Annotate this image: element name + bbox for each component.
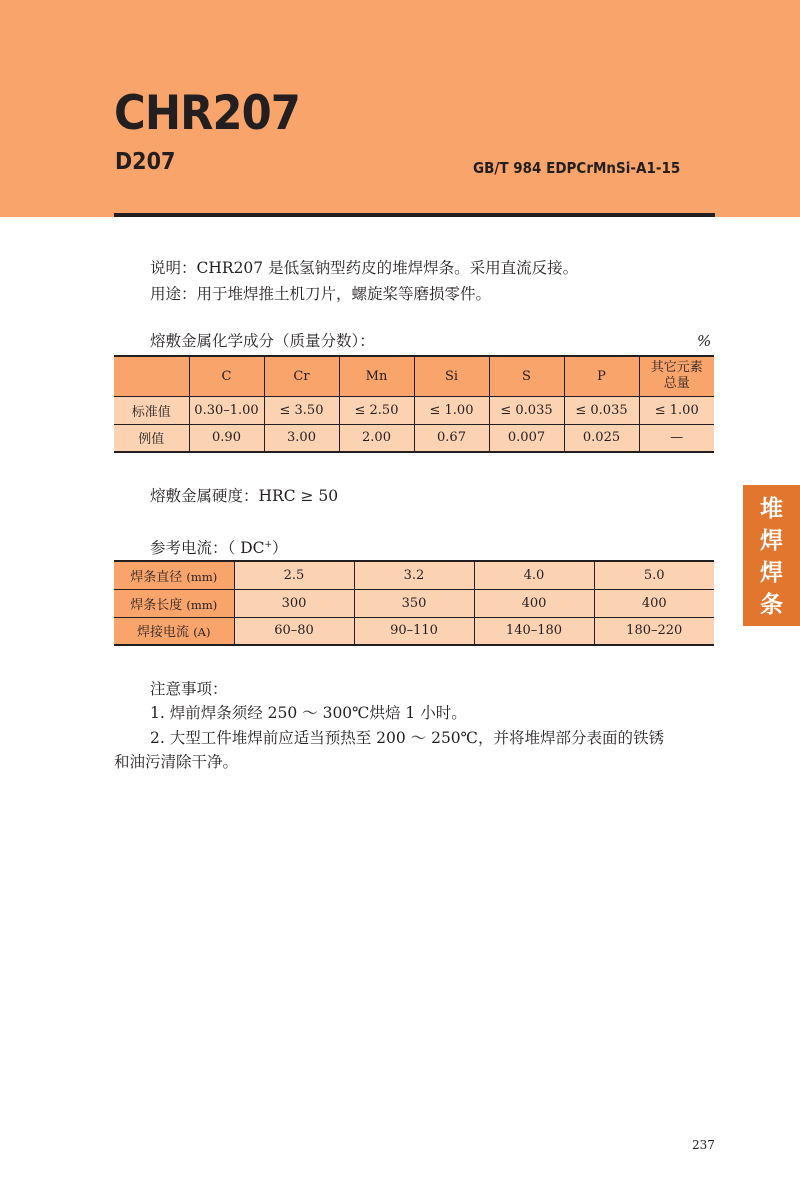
table-cell: 4.0 (474, 561, 594, 589)
composition-header-other-line1: 其它元素 (650, 360, 703, 376)
row-label (114, 589, 234, 617)
composition-title: 熔敷金属化学成分（质量分数）： (150, 332, 375, 350)
row-label-text: 焊接电流 (137, 625, 190, 641)
notes-item: 2. 大型工件堆焊前应适当预热至 200 ～ 250℃，并将堆焊部分表面的铁锈 (150, 729, 665, 747)
composition-header-cell: P (564, 356, 639, 396)
description-label: 说明： (150, 259, 197, 277)
table-cell: 5.0 (594, 561, 714, 589)
table-cell: — (639, 424, 714, 452)
table-cell: 0.30–1.00 (189, 396, 264, 424)
composition-header-cell: Cr (264, 356, 339, 396)
composition-header-cell: C (189, 356, 264, 396)
table-cell: 400 (594, 589, 714, 617)
current-table (114, 560, 714, 646)
row-label-text: 焊条长度 (130, 597, 183, 613)
table-cell: 0.025 (564, 424, 639, 452)
header-rule (114, 213, 715, 217)
usage-paragraph (150, 282, 491, 306)
table-cell: 2.00 (339, 424, 414, 452)
table-cell: 2.5 (234, 561, 354, 589)
row-label-unit: (mm) (186, 597, 218, 612)
table-cell: 180–220 (594, 617, 714, 645)
usage-text: 用于堆焊推土机刀片，螺旋桨等磨损零件。 (196, 285, 492, 303)
table-cell: 0.90 (189, 424, 264, 452)
side-tab-char: 条 (760, 592, 783, 618)
table-cell: 140–180 (474, 617, 594, 645)
table-cell: 300 (234, 589, 354, 617)
table-cell: 90–110 (354, 617, 474, 645)
standard-code: GB/T 984 EDPCrMnSi-A1-15 (472, 159, 680, 177)
table-cell: 3.2 (354, 561, 474, 589)
notes-item: 1. 焊前焊条须经 250 ～ 300℃烘焙 1 小时。 (150, 704, 467, 722)
table-row (114, 617, 714, 645)
side-tab-char: 焊 (760, 560, 783, 586)
side-tab (743, 485, 800, 626)
product-title: CHR207 (114, 86, 300, 141)
product-subtitle: D207 (115, 149, 176, 175)
description-paragraph (150, 256, 578, 280)
composition-header-cell: Si (414, 356, 489, 396)
table-cell: 3.00 (264, 424, 339, 452)
table-row (114, 424, 714, 452)
current-title (150, 533, 288, 560)
row-label-unit: (A) (193, 625, 211, 640)
hardness-paragraph (150, 484, 338, 508)
table-cell: ≤ 2.50 (339, 396, 414, 424)
polarity-text: （ DC (227, 539, 265, 558)
table-cell: ≤ 0.035 (489, 396, 564, 424)
composition-table (114, 355, 714, 453)
side-tab-char: 堆 (760, 496, 783, 522)
row-label (114, 617, 234, 645)
table-cell: 0.007 (489, 424, 564, 452)
current-polarity (228, 539, 288, 557)
notes-item-continuation: 和油污清除干净。 (114, 753, 239, 771)
table-cell: ≤ 3.50 (264, 396, 339, 424)
table-cell: 60–80 (234, 617, 354, 645)
side-tab-char: 焊 (760, 528, 783, 554)
table-cell: ≤ 0.035 (564, 396, 639, 424)
table-cell: 0.67 (414, 424, 489, 452)
row-label-unit: (mm) (186, 569, 218, 584)
composition-header-row (114, 356, 714, 396)
polarity-sign: + (264, 540, 273, 550)
table-row (114, 396, 714, 424)
notes-title: 注意事项： (150, 680, 228, 698)
table-cell: ≤ 1.00 (639, 396, 714, 424)
composition-header-cell: Mn (339, 356, 414, 396)
row-label-text: 焊条直径 (130, 569, 183, 585)
composition-header-cell (639, 356, 714, 396)
row-label: 标准值 (114, 396, 189, 424)
table-cell: 350 (354, 589, 474, 617)
composition-header-cell: S (489, 356, 564, 396)
hardness-label: 熔敷金属硬度： (150, 487, 259, 505)
table-cell: 400 (474, 589, 594, 617)
table-row (114, 589, 714, 617)
table-row (114, 561, 714, 589)
composition-unit: % (697, 332, 712, 350)
page-number: 237 (692, 1138, 715, 1152)
row-label: 例值 (114, 424, 189, 452)
description-text: CHR207 是低氢钠型药皮的堆焊焊条。采用直流反接。 (196, 259, 579, 277)
current-title-label: 参考电流： (150, 539, 228, 558)
table-cell: ≤ 1.00 (414, 396, 489, 424)
polarity-close: ） (272, 539, 288, 558)
row-label (114, 561, 234, 589)
usage-label: 用途： (150, 285, 197, 303)
composition-header-corner (114, 356, 189, 396)
composition-header-other-line2: 总量 (663, 376, 690, 392)
hardness-value: HRC ≥ 50 (258, 487, 339, 505)
